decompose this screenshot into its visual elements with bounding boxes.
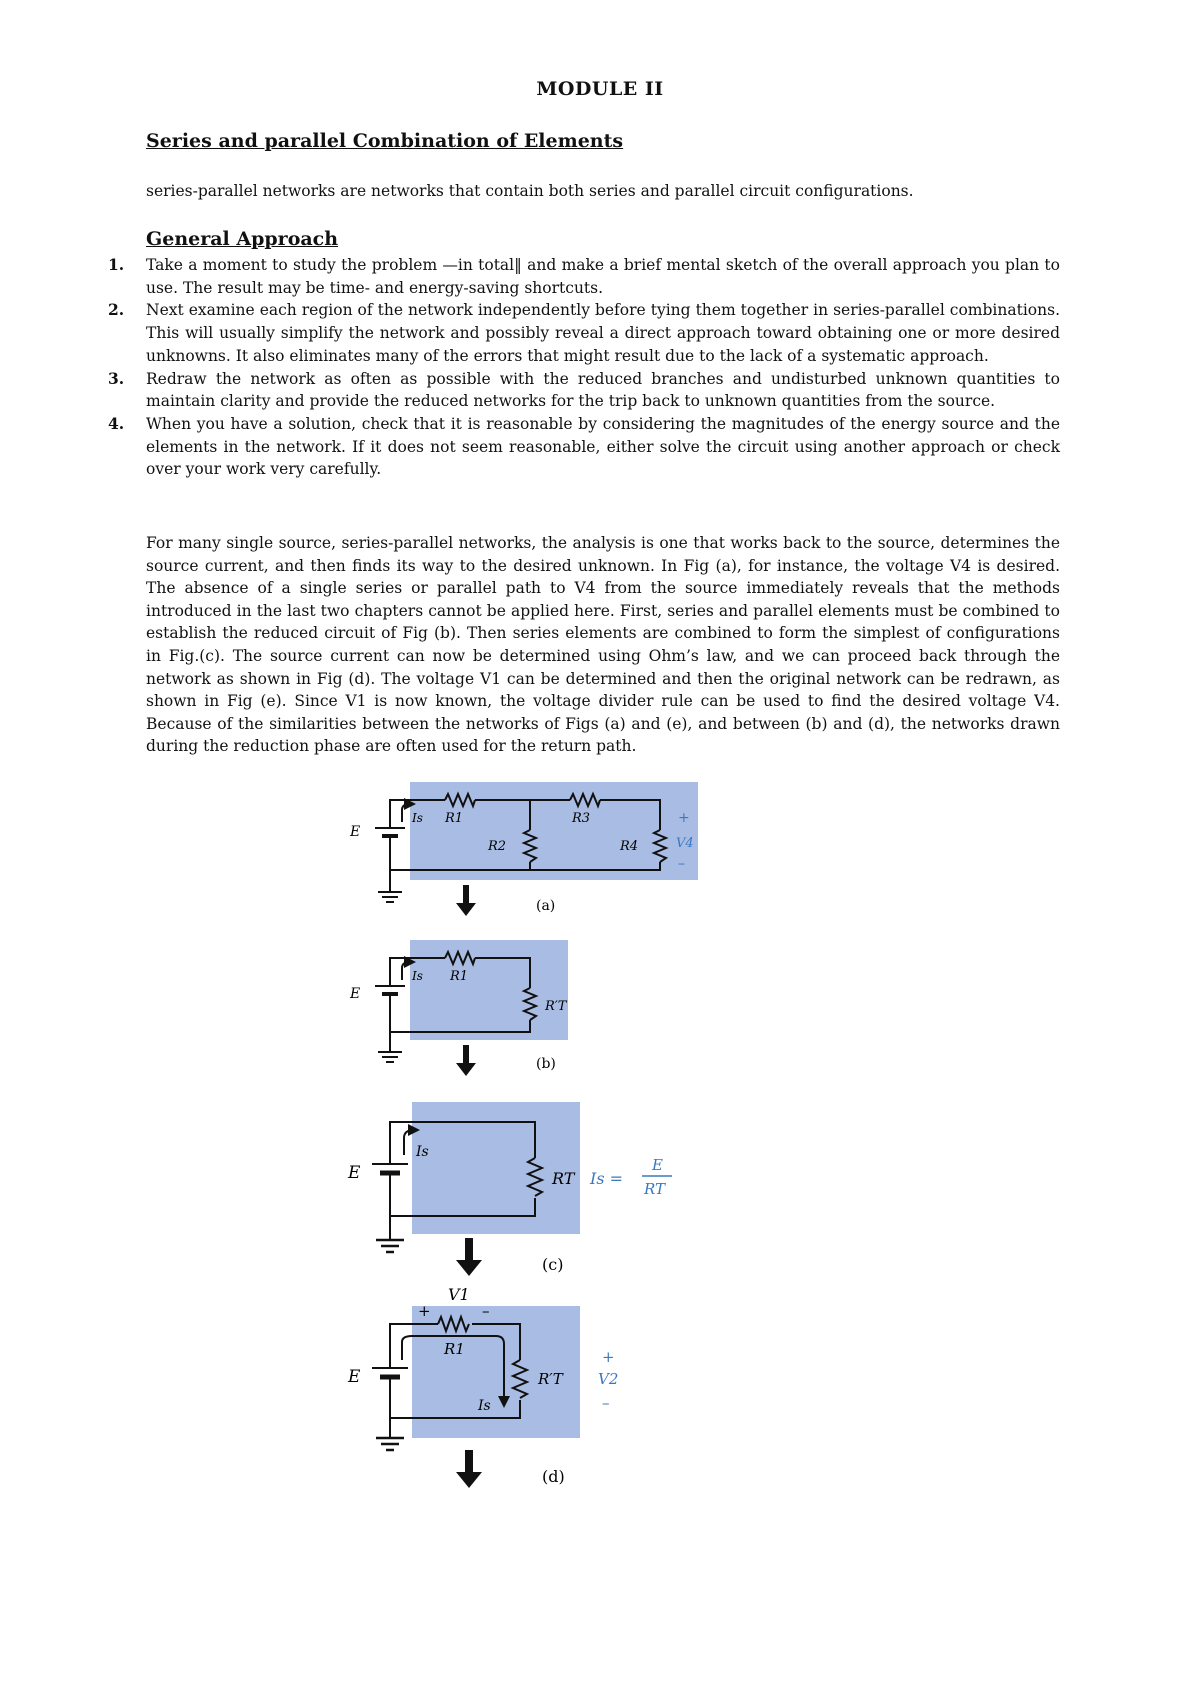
fig-a-plus: + bbox=[678, 810, 690, 826]
fig-b-is-label: Is bbox=[412, 969, 423, 983]
step-text: Next examine each region of the network independently before tying them together in series-parallel combinations. This will usually simplify the network and possibly reveal a direct approach toward obtaining one or more desired unknowns. It also eliminates many of the errors that might result due to the lack of a systematic approach. bbox=[146, 301, 1060, 365]
step-text: Take a moment to study the problem —in total‖ and make a brief mental sketch of the overall approach you plan to use. The result may be time- and energy-saving shortcuts. bbox=[146, 256, 1060, 297]
fig-c-caption: (c) bbox=[542, 1255, 564, 1274]
step-item bbox=[108, 254, 1060, 299]
step-item bbox=[108, 299, 1060, 367]
fig-a-caption: (a) bbox=[536, 898, 556, 914]
figure-a bbox=[349, 782, 698, 916]
fig-c-rt-label: RT bbox=[552, 1169, 575, 1188]
fig-c-e-label: E bbox=[348, 1163, 361, 1183]
fig-d-r1-label: R1 bbox=[444, 1340, 465, 1358]
step-number: 2. bbox=[108, 300, 125, 320]
fig-d-plus: + bbox=[418, 1302, 431, 1320]
intro-text: series-parallel networks are networks that contain both series and parallel circuit configurations. bbox=[146, 182, 914, 200]
general-approach-title: General Approach bbox=[146, 228, 339, 250]
fig-d-v2-minus: – bbox=[602, 1394, 610, 1412]
fig-d-v1-label: V1 bbox=[448, 1285, 470, 1304]
step-text: When you have a solution, check that it is reasonable by considering the magnitudes of the energy source and the elements in the network. If it does not seem reasonable, either solve the circuit using another approach or check over your work very carefully. bbox=[146, 414, 1060, 479]
ground-symbol bbox=[376, 1240, 404, 1252]
fig-d-v2-label: V2 bbox=[598, 1370, 619, 1388]
step-number: 3. bbox=[108, 368, 125, 388]
fig-c-is-label: Is bbox=[416, 1144, 429, 1160]
step-number: 4. bbox=[108, 413, 125, 433]
section-title: Series and parallel Combination of Elements bbox=[146, 130, 624, 152]
fig-d-is-label: Is bbox=[478, 1398, 491, 1414]
figure-b bbox=[349, 940, 568, 1076]
fig-a-r1-label: R1 bbox=[445, 811, 464, 826]
figure-d bbox=[347, 1285, 618, 1488]
fig-b-e-label: E bbox=[350, 986, 361, 1002]
step-item bbox=[108, 413, 1060, 481]
ground-symbol bbox=[378, 892, 402, 902]
fig-b-caption: (b) bbox=[536, 1056, 556, 1072]
fig-a-v4-label: V4 bbox=[676, 836, 694, 851]
fig-a-minus: – bbox=[678, 856, 685, 872]
fig-c-formula-numerator: E bbox=[652, 1156, 663, 1174]
fig-d-v2-plus: + bbox=[602, 1348, 615, 1366]
fig-d-caption: (d) bbox=[542, 1467, 565, 1486]
steps-list bbox=[108, 254, 1060, 481]
highlight-box bbox=[410, 782, 698, 880]
circuit-diagram-svg bbox=[320, 770, 740, 1510]
fig-c-formula-denominator: RT bbox=[644, 1180, 666, 1198]
fig-b-r1-label: R1 bbox=[450, 969, 469, 984]
fig-a-r2-label: R2 bbox=[488, 839, 507, 854]
fig-d-rt-label: R′T bbox=[538, 1370, 563, 1388]
ground-symbol bbox=[378, 1052, 402, 1062]
step-item bbox=[108, 368, 1060, 413]
circuit-figures bbox=[320, 770, 740, 1510]
fig-a-e-label: E bbox=[350, 824, 361, 840]
highlight-box bbox=[410, 940, 568, 1040]
fig-d-e-label: E bbox=[348, 1367, 361, 1387]
module-title: MODULE II bbox=[536, 78, 664, 100]
fig-a-r4-label: R4 bbox=[620, 839, 639, 854]
figure-c bbox=[347, 1102, 672, 1276]
down-arrow-icon bbox=[456, 1450, 482, 1488]
ground-symbol bbox=[376, 1438, 404, 1450]
down-arrow-icon bbox=[456, 885, 476, 916]
down-arrow-icon bbox=[456, 1045, 476, 1076]
down-arrow-icon bbox=[456, 1238, 482, 1276]
step-text: Redraw the network as often as possible with the reduced branches and undisturbed unknown quantities to maintain clarity and provide the reduced networks for the trip back to unknown quantities from the source. bbox=[146, 369, 1060, 411]
fig-b-rt-label: R′T bbox=[545, 999, 567, 1014]
fig-a-r3-label: R3 bbox=[572, 811, 591, 826]
body-paragraph: For many single source, series-parallel networks, the analysis is one that works back to the source, determines the source current, and then finds its way to the desired unknown. In Fig (a), for instance, the voltage V4 is desired. The absence of a single series or parallel path to V4 from the source immediately reveals that the methods introduced in the last two chapters cannot be applied here. First, series and parallel elements must be combined to establish the reduced circuit of Fig (b). Then series elements are combined to form the simplest of configurations in Fig.(c). The source current can now be determined using Ohm’s law, and we can proceed back through the network as shown in Fig (d). The voltage V1 can be determined and then the original network can be redrawn, as shown in Fig (e). Since V1 is now known, the voltage divider rule can be used to find the desired voltage V4. Because of the similarities between the networks of Figs (a) and (e), and between (b) and (d), the networks drawn during the reduction phase are often used for the return path. bbox=[146, 534, 1060, 756]
fig-d-minus: – bbox=[482, 1302, 490, 1320]
fig-a-is-label: Is bbox=[412, 811, 423, 825]
fig-c-formula-lhs: Is = bbox=[590, 1169, 624, 1188]
step-number: 1. bbox=[108, 255, 125, 274]
